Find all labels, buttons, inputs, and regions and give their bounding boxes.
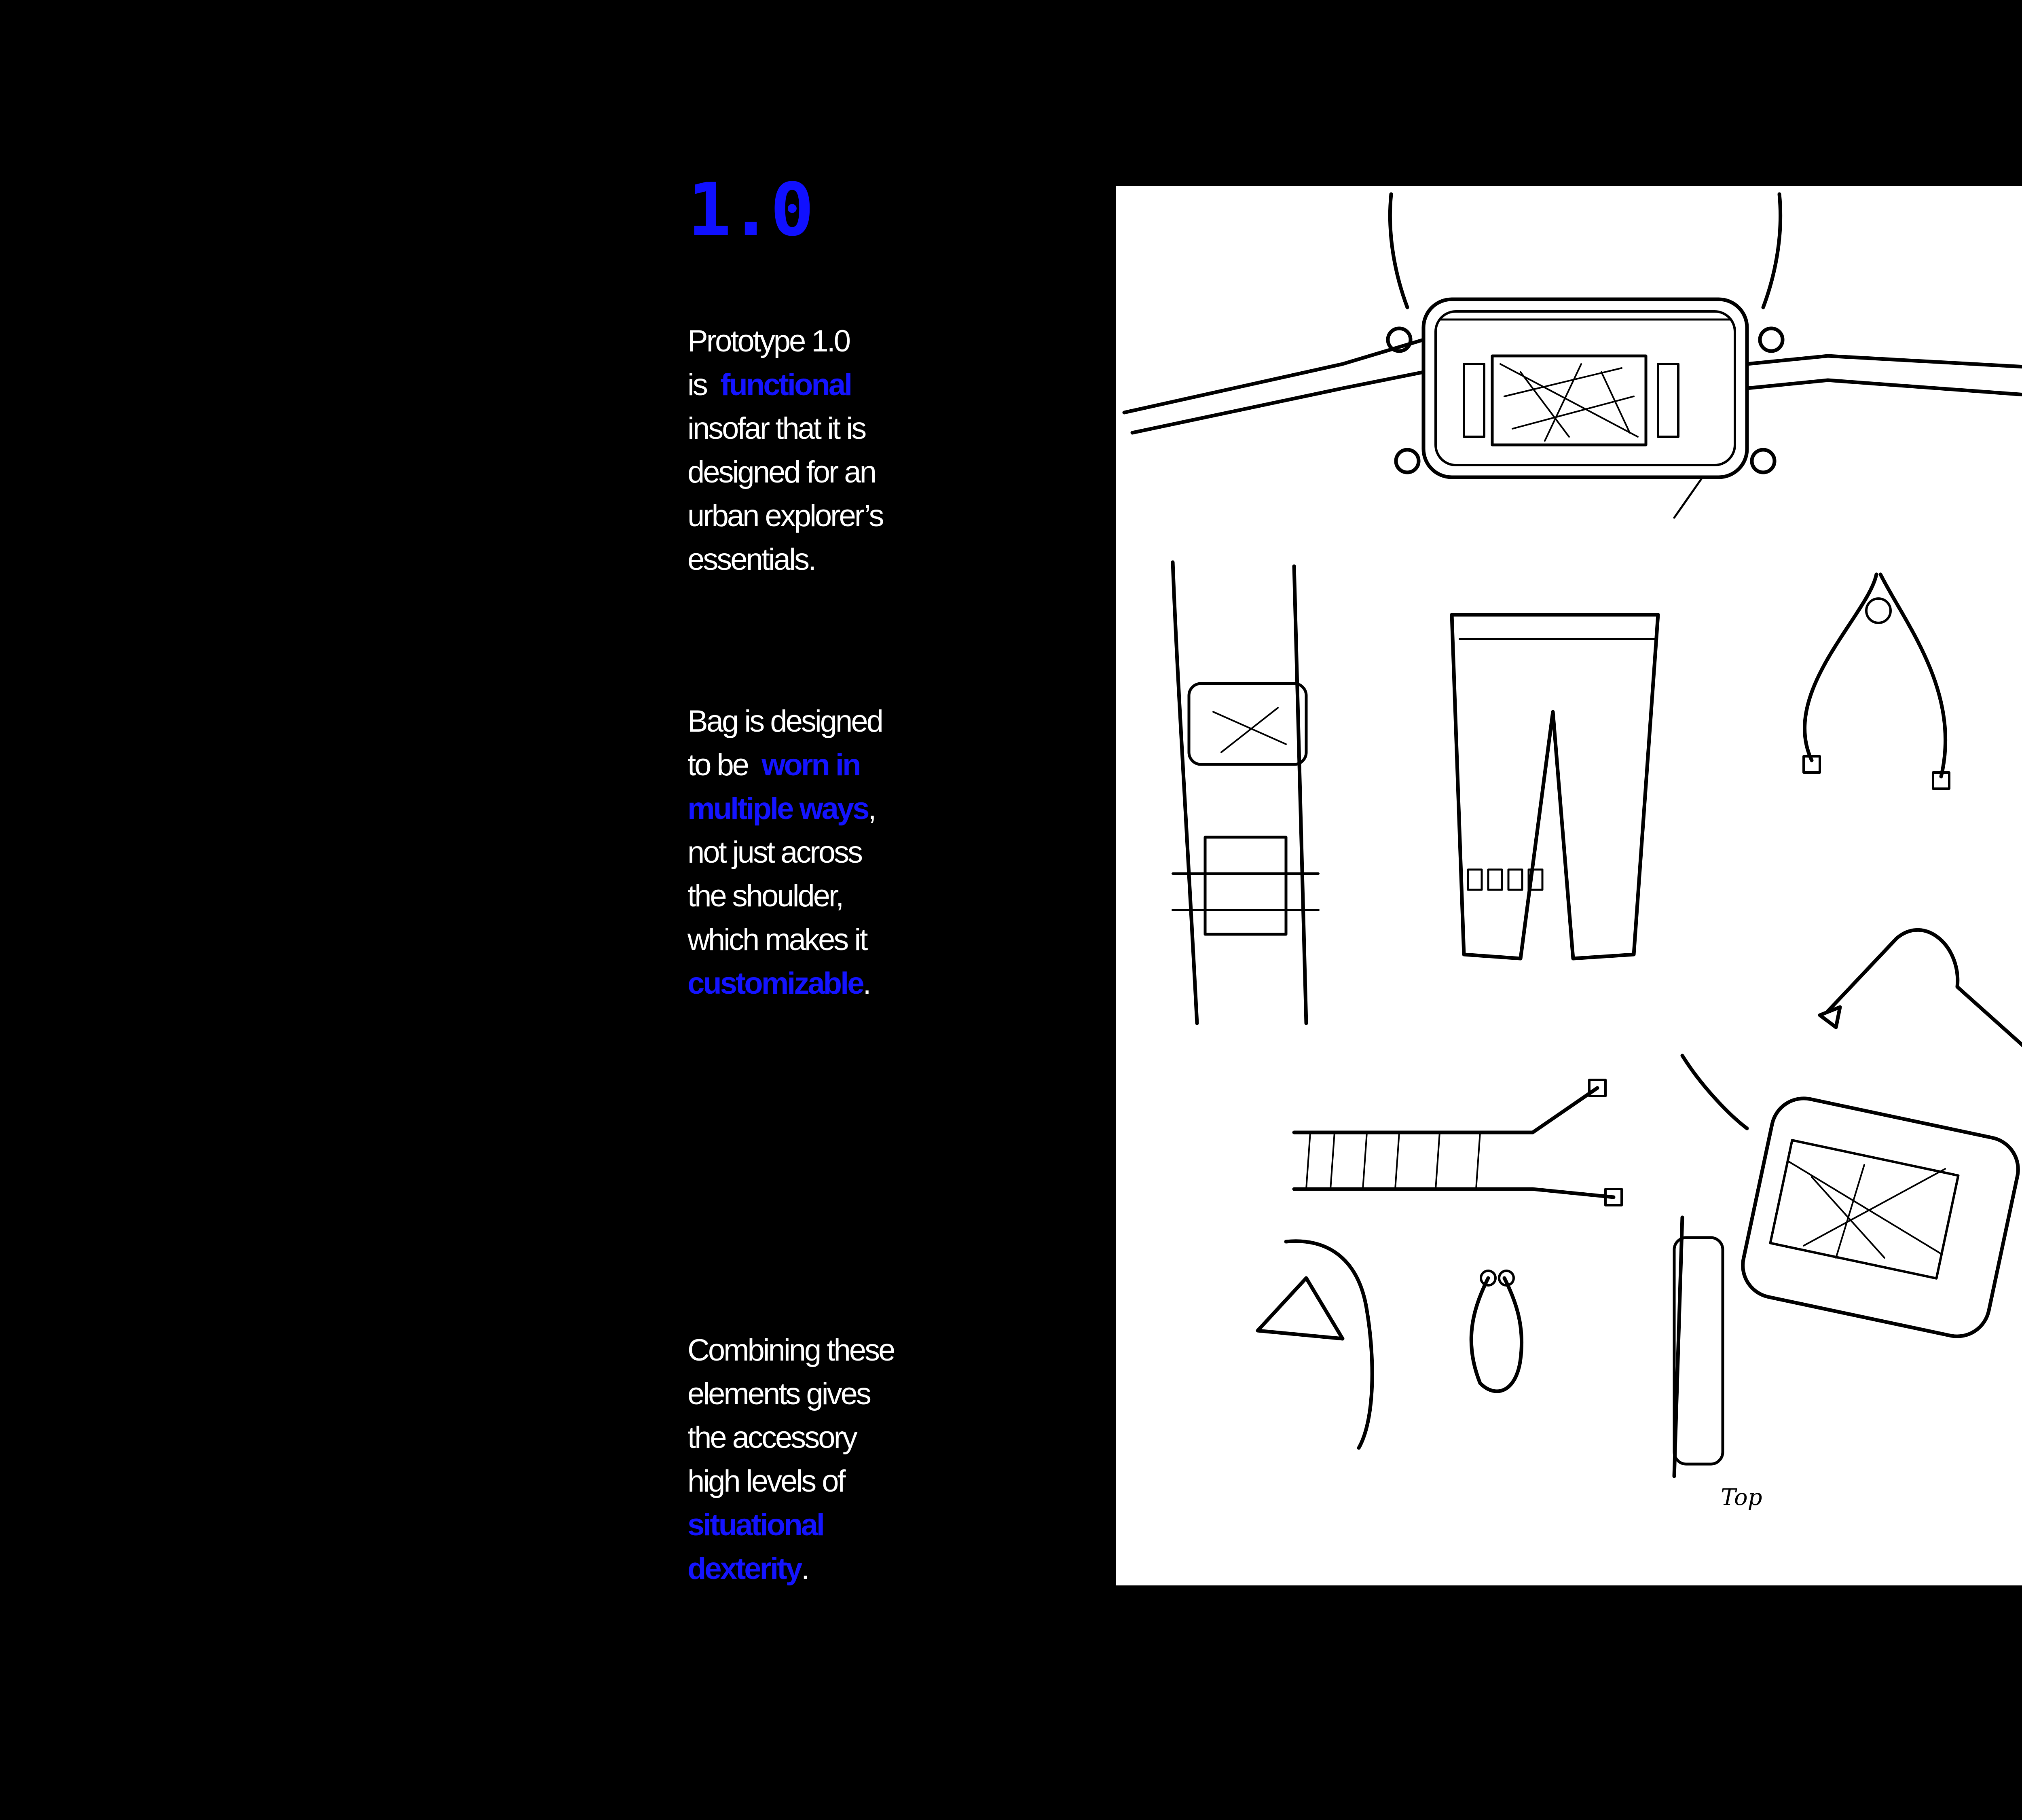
sketch-panel [1116,186,2022,1585]
text-line: essentials. [687,542,815,577]
text-line: Combining these [687,1333,894,1367]
sketch-bag-top-view [1674,1056,2022,1476]
text-segment: is [687,368,713,402]
sketch-loop-strap [1804,574,1949,789]
text-segment: to be [687,748,755,782]
highlight-customizable: customizable [687,966,863,1001]
text-line [687,1547,938,1591]
sketch-belt-strap [1294,1080,1622,1205]
text-line: which makes it [687,923,867,957]
highlight-multiple-ways: multiple ways [687,791,868,826]
text-line: elements gives [687,1377,870,1411]
prototype-sketches [1116,186,2022,1585]
sketch-short-strap [1820,930,2022,1076]
sketch-leg-bag [1173,562,1318,1023]
text-line: high levels of [687,1464,844,1498]
highlight-dexterity: dexterity [687,1551,801,1586]
text-line [687,743,938,787]
description-dexterity [687,1329,938,1591]
text-line: Prototype 1.0 [687,324,850,358]
sketch-label-top: Top [1721,1484,1762,1511]
text-line: not just across [687,835,861,870]
text-line: urban explorer’s [687,499,883,533]
text-line [687,1503,938,1547]
highlight-situational: situational [687,1508,824,1542]
text-line [687,787,938,831]
sketch-trousers [1452,615,1658,959]
text-line: insofar that it is [687,411,865,446]
description-functional [687,320,938,582]
text-segment: . [801,1551,808,1586]
text-line: designed for an [687,455,875,489]
sketch-hooks [1258,1241,1522,1448]
text-segment: . [863,966,870,1001]
highlight-worn-in: worn in [761,748,860,782]
sketch-chest-bag [1124,194,2022,518]
description-multiple-ways [687,700,938,1005]
text-line [687,363,938,407]
text-segment: , [868,791,875,826]
text-line: the shoulder, [687,879,843,913]
highlight-functional: functional [720,368,851,402]
section-number: 1.0 [687,168,812,252]
text-line: the accessory [687,1420,856,1455]
text-line: Bag is designed [687,704,882,739]
text-line [687,962,938,1005]
